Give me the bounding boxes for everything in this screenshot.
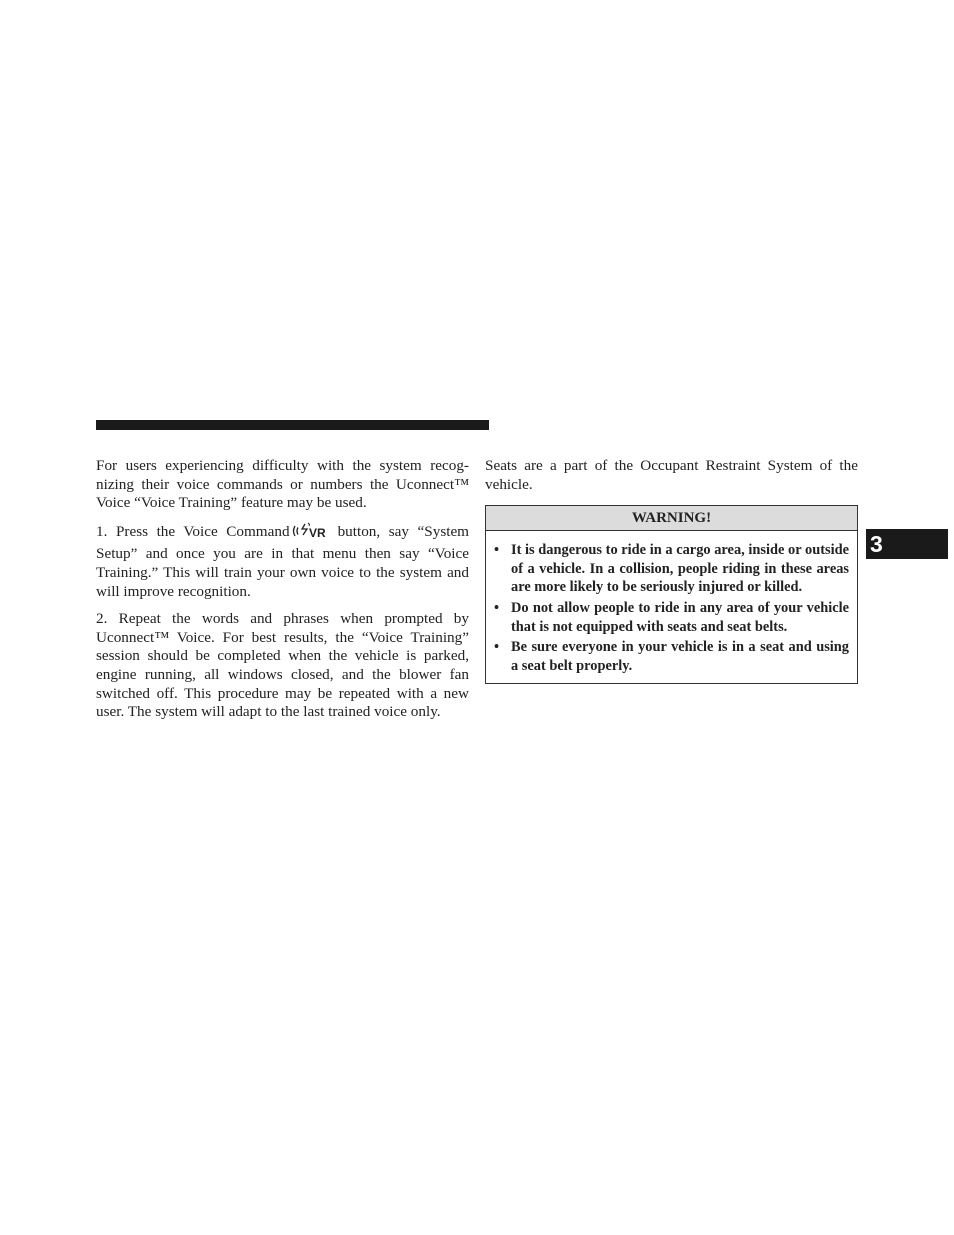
bullet-icon: •: [494, 639, 500, 656]
svg-text:VR: VR: [308, 525, 326, 540]
voice-command-vr-icon: [292, 522, 332, 546]
warning-list: [486, 531, 857, 683]
intro-paragraph: For users experiencing difficulty with the system recog-nizing their voice commands or numbers the Uconnect™ Voice “Voice Training” feature may be used.: [96, 457, 469, 512]
warning-item: • Do not allow people to ride in any area of your vehicle that is not equipped with seats and seat belts.: [494, 599, 849, 635]
right-column: [485, 457, 858, 684]
warning-box: [485, 505, 858, 684]
step-2-paragraph: 2. Repeat the words and phrases when prompted by Uconnect™ Voice. For best results, the “Voice Training” session should be completed when the vehicle is parked, engine running, all windows closed, and the blower fan switched off. This procedure may be repeated with a new user. The system will adapt to the last trained voice only.: [96, 610, 469, 721]
bullet-icon: •: [494, 542, 500, 559]
seats-intro-paragraph: Seats are a part of the Occupant Restraint System of the vehicle.: [485, 457, 858, 493]
section-header-rule: [96, 420, 489, 430]
warning-item: • It is dangerous to ride in a cargo area, inside or outside of a vehicle. In a collision, people riding in these areas are more likely to be seriously injured or killed.: [494, 542, 849, 596]
step-1-paragraph: [96, 522, 469, 601]
left-column: [96, 457, 469, 722]
step-1-text-after: button, say “System Setup” and once you are in that menu then say “Voice Training.” This will train your own voice to the system and will improve recognition.: [96, 522, 469, 600]
chapter-tab: 3: [866, 529, 948, 559]
warning-title: WARNING!: [486, 506, 857, 531]
step-1-text-before: 1. Press the Voice Command: [96, 522, 290, 540]
bullet-icon: •: [494, 599, 500, 616]
warning-item: • Be sure everyone in your vehicle is in a seat and using a seat belt properly.: [494, 639, 849, 674]
